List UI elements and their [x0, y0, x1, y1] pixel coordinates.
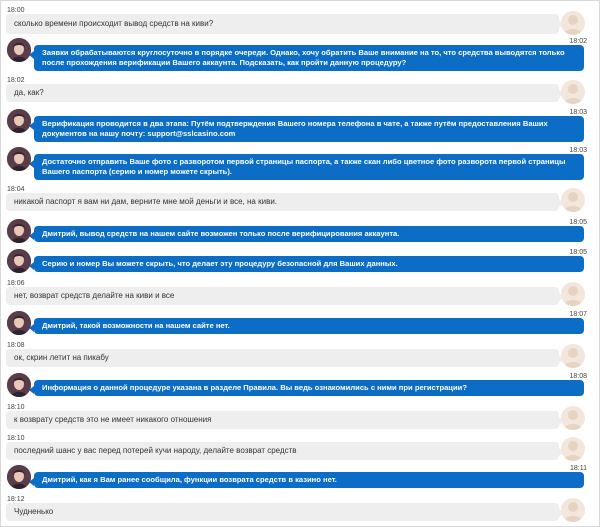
message-text: да, как? — [14, 88, 44, 97]
user-message-bubble — [6, 84, 559, 102]
agent-avatar-photo — [7, 373, 31, 397]
user-avatar-icon — [561, 437, 585, 461]
message-text: сколько времени происходит вывод средств на киви? — [14, 19, 214, 28]
user-message-bubble — [6, 349, 559, 367]
message-time: 18:05 — [569, 249, 587, 256]
user-avatar-icon — [561, 282, 585, 306]
user-avatar-icon — [561, 80, 585, 104]
message-time: 18:05 — [569, 219, 587, 226]
user-message-bubble — [6, 442, 559, 460]
agent-avatar-photo — [7, 465, 31, 489]
agent-message-bubble — [34, 116, 584, 142]
message-time: 18:10 — [7, 404, 25, 411]
user-avatar-icon — [561, 344, 585, 368]
agent-message-bubble — [34, 45, 584, 71]
message-text: Дмитрий, как я Вам ранее сообщила, функции возврата средств в казино нет. — [42, 475, 337, 484]
agent-message-bubble — [34, 472, 584, 488]
message-time: 18:11 — [570, 465, 587, 472]
message-text: Серию и номер Вы можете скрыть, что делает эту процедуру безопасной для Ваших данных. — [42, 259, 398, 268]
user-message-bubble — [6, 287, 559, 305]
user-avatar-icon — [561, 406, 585, 430]
message-time: 18:02 — [7, 77, 25, 84]
agent-message-bubble — [34, 318, 584, 334]
message-time: 18:04 — [7, 186, 25, 193]
user-avatar-icon — [561, 498, 585, 522]
message-text: последний шанс у вас перед потерей кучи народу, делайте возврат средств — [14, 446, 297, 455]
user-message-bubble — [6, 193, 559, 211]
message-text: Чудненько — [14, 507, 54, 516]
message-text: Дмитрий, такой возможности на нашем сайте нет. — [42, 321, 230, 330]
agent-message-bubble — [34, 154, 584, 180]
message-text: Информация о данной процедуре указана в разделе Правила. Вы ведь ознакомились с ними при регистрации? — [42, 383, 467, 392]
message-text: Верификация проводится в два этапа: Путём подтверждения Вашего номера телефона в чате, а также путём предоставления Ваших документов на нашу почту: support@sslcasino.com — [42, 119, 548, 138]
user-avatar-icon — [561, 11, 585, 35]
agent-avatar-photo — [7, 219, 31, 243]
message-time: 18:06 — [7, 280, 25, 287]
user-message-bubble — [6, 14, 559, 34]
agent-avatar-photo — [7, 311, 31, 335]
message-text: к возврату средств это не имеет никакого отношения — [14, 415, 212, 424]
agent-message-bubble — [34, 380, 584, 396]
message-text: никакой паспорт я вам ни дам, верните мне мой деньги и все, на киви. — [14, 197, 278, 206]
message-text: Достаточно отправить Ваше фото с разворотом первой страницы паспорта, а также скан либо цветное фото разворота первой страницы Вашего паспорта (серию и номер можете скрыть). — [42, 157, 566, 176]
message-time: 18:10 — [7, 435, 25, 442]
message-time: 18:08 — [569, 373, 587, 380]
agent-avatar-photo — [7, 147, 31, 171]
message-time: 18:00 — [7, 7, 25, 14]
agent-message-bubble — [34, 226, 584, 242]
message-time: 18:08 — [7, 342, 25, 349]
message-time: 18:02 — [569, 38, 587, 45]
agent-message-bubble — [34, 256, 584, 272]
message-time: 18:03 — [569, 109, 587, 116]
message-text: ок, скрин летит на пикабу — [14, 353, 109, 362]
message-time: 18:03 — [569, 147, 587, 154]
agent-avatar-photo — [7, 109, 31, 133]
message-time: 18:12 — [7, 496, 25, 503]
agent-avatar-photo — [7, 249, 31, 273]
user-message-bubble — [6, 503, 559, 521]
message-time: 18:07 — [569, 311, 587, 318]
message-text: нет, возврат средств делайте на киви и все — [14, 291, 175, 300]
agent-avatar-photo — [7, 38, 31, 62]
user-message-bubble — [6, 411, 559, 429]
message-text: Заявки обрабатываются круглосуточно в порядке очереди. Однако, хочу обратить Ваше внимание на то, что средства выводятся только после прохождения верификации Вашего аккаунта. Подсказать, как пройти данную процедуру? — [42, 48, 565, 67]
user-avatar-icon — [561, 188, 585, 212]
message-text: Дмитрий, вывод средств на нашем сайте возможен только после верифицирования аккаунта. — [42, 229, 400, 238]
